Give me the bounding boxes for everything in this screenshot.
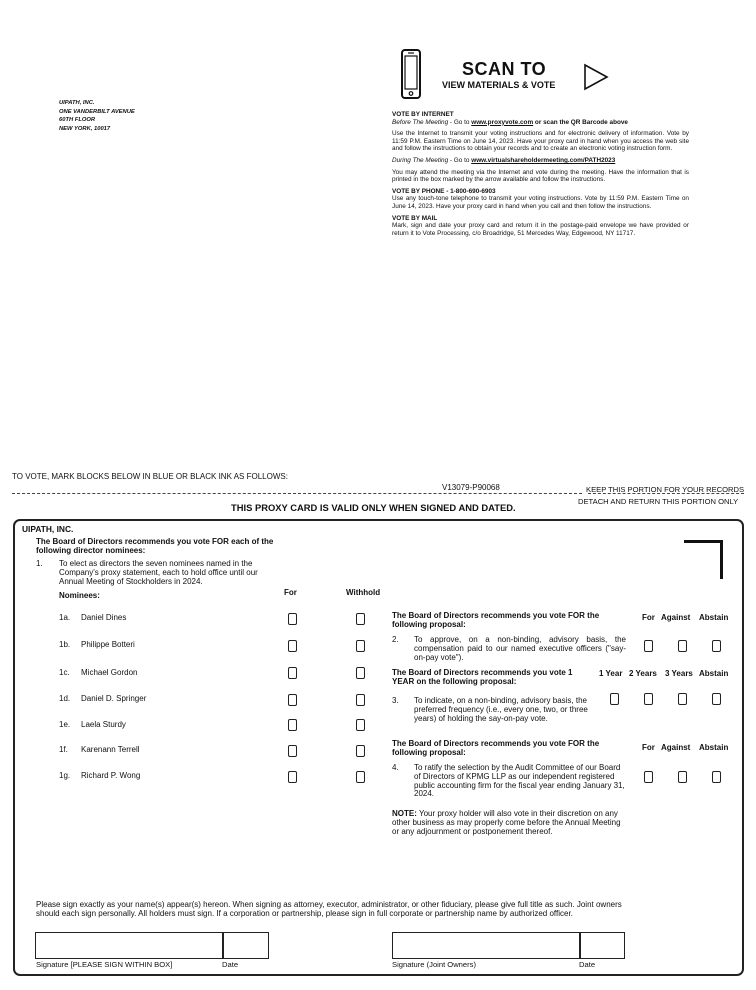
before-post: or scan the QR Barcode above [533, 118, 628, 126]
nominee-name: Karenann Terrell [81, 745, 140, 754]
withhold-checkbox[interactable] [356, 719, 365, 731]
nominee-number: 1b. [59, 640, 71, 649]
board-rec-3: The Board of Directors recommends you vote 1 YEAR on the following proposal: [392, 668, 573, 686]
mail-body: Mark, sign and date your proxy card and return it in the postage-paid envelope we have provided or return it to Vote Processing, c/o Broadridge, 51 Mercedes Way, Edgewood, NY 11717. [392, 222, 689, 237]
abstain-header-3: Abstain [699, 669, 729, 678]
withhold-checkbox[interactable] [356, 667, 365, 679]
detach-line [12, 493, 582, 494]
item3-text: To indicate, on a non-binding, advisory basis, the preferred frequency (i.e., every one, two, or three years) of holding the say-on-pay vote. [414, 696, 588, 723]
abstain-header-4: Abstain [699, 743, 729, 752]
for-checkbox[interactable] [288, 719, 297, 731]
two-years-header: 2 Years [629, 669, 657, 678]
arrow-icon-wrap [583, 63, 609, 96]
joint-date-box[interactable] [579, 932, 625, 959]
mobile-phone-icon [401, 49, 421, 99]
company-address [59, 99, 135, 133]
withhold-checkbox[interactable] [356, 694, 365, 706]
sign-instructions: Please sign exactly as your name(s) appear(s) hereon. When signing as attorney, executor, administrator, or other fiduciary, please give full title as such. Joint owners should each sign personally. All holders must sign. If a corporation or partnership, please sign in full corporate or partnership name by authorized officer. [36, 900, 622, 918]
internet-heading: VOTE BY INTERNET [392, 111, 454, 118]
withhold-checkbox[interactable] [356, 745, 365, 757]
three-years-checkbox[interactable] [678, 693, 687, 705]
three-years-header: 3 Years [665, 669, 693, 678]
nominee-name: Richard P. Wong [81, 771, 141, 780]
for-header-4: For [642, 743, 655, 752]
withhold-column-header: Withhold [346, 588, 381, 597]
item1-text: To elect as directors the seven nominees named in the Company's proxy statement, each to hold office until our Annual Meeting of Stockholders in 2024. [59, 559, 258, 586]
scan-subtitle: VIEW MATERIALS & VOTE [442, 80, 556, 90]
keep-portion-text: KEEP THIS PORTION FOR YOUR RECORDS [586, 485, 745, 494]
item3-number: 3. [392, 696, 399, 705]
voting-instructions [392, 111, 689, 237]
registration-mark [684, 540, 723, 579]
address-line: NEW YORK, 10017 [59, 125, 111, 132]
nominee-number: 1e. [59, 720, 71, 729]
for-checkbox[interactable] [288, 771, 297, 783]
note-body: Your proxy holder will also vote in their discretion on any other business as may properly come before the Annual Meeting or any adjournment or postponement thereof. [392, 809, 621, 836]
item2-number: 2. [392, 635, 399, 644]
note-text [392, 810, 628, 836]
during-body: You may attend the meeting via the Internet and vote during the meeting. Have the information that is printed in the box marked by the arrow available and follow the instructions. [392, 168, 689, 184]
proxyvote-link[interactable]: www.proxyvote.com [471, 118, 534, 126]
nominee-number: 1a. [59, 613, 71, 622]
item4-number: 4. [392, 763, 399, 772]
internet-body: Use the Internet to transmit your voting instructions and for electronic delivery of information. Vote by 11:59 P.M. Eastern Time on June 14, 2023. Have your proxy card in hand when you access the web site and follow the instructions to obtain your records and to create an electronic voting instruction form. [392, 130, 689, 153]
against-checkbox[interactable] [678, 771, 687, 783]
date-label: Date [222, 960, 239, 969]
for-checkbox[interactable] [288, 694, 297, 706]
address-line: 60TH FLOOR [59, 117, 96, 124]
two-years-checkbox[interactable] [644, 693, 653, 705]
against-header-2: Against [661, 613, 691, 622]
withhold-checkbox[interactable] [356, 613, 365, 625]
phone-icon-wrap [401, 49, 421, 99]
control-number: V13079-P90068 [442, 483, 500, 492]
virtual-meeting-link[interactable]: www.virtualshareholdermeeting.com/PATH2023 [471, 156, 616, 164]
board-rec-2: The Board of Directors recommends you vote FOR the following proposal: [392, 611, 600, 629]
against-header-4: Against [661, 743, 691, 752]
during-label: During The Meeting [392, 156, 449, 164]
before-pre: - Go to [448, 118, 472, 126]
for-checkbox[interactable] [288, 667, 297, 679]
play-arrow-icon [583, 63, 609, 91]
phone-heading: VOTE BY PHONE - 1-800-690-6903 [392, 187, 496, 195]
card-company: UIPATH, INC. [22, 524, 74, 534]
detach-return-text: DETACH AND RETURN THIS PORTION ONLY [578, 497, 739, 506]
during-meeting-line [392, 157, 689, 165]
for-checkbox[interactable] [644, 771, 653, 783]
abstain-header-2: Abstain [699, 613, 729, 622]
withhold-checkbox[interactable] [356, 771, 365, 783]
for-checkbox[interactable] [288, 745, 297, 757]
before-label: Before The Meeting [392, 118, 449, 126]
mark-instruction: TO VOTE, MARK BLOCKS BELOW IN BLUE OR BLACK INK AS FOLLOWS: [12, 472, 288, 481]
joint-signature-box[interactable] [392, 932, 581, 959]
note-label: NOTE: [392, 809, 417, 818]
scan-title: SCAN TO [462, 59, 547, 79]
signature-label: Signature [PLEASE SIGN WITHIN BOX] [36, 960, 173, 969]
valid-only-text: THIS PROXY CARD IS VALID ONLY WHEN SIGNED AND DATED. [231, 502, 516, 513]
abstain-checkbox[interactable] [712, 771, 721, 783]
during-pre: - Go to [448, 156, 472, 164]
board-rec-4: The Board of Directors recommends you vote FOR the following proposal: [392, 739, 600, 757]
joint-date-label: Date [579, 960, 596, 969]
withhold-checkbox[interactable] [356, 640, 365, 652]
item4-text: To ratify the selection by the Audit Committee of our Board of Directors of KPMG LLP as our independent registered public accounting firm for the fiscal year ending January 31, 2024. [414, 763, 625, 799]
nominee-name: Daniel Dines [81, 613, 127, 622]
nominee-number: 1c. [59, 668, 70, 677]
address-line: UIPATH, INC. [59, 100, 95, 106]
abstain-checkbox[interactable] [712, 693, 721, 705]
item1-number: 1. [36, 559, 43, 568]
against-checkbox[interactable] [678, 640, 687, 652]
for-checkbox[interactable] [644, 640, 653, 652]
item2-text: To approve, on a non-binding, advisory basis, the compensation paid to our named executive officers ("say-on-pay vote"). [414, 635, 626, 662]
signature-box[interactable] [35, 932, 224, 959]
phone-body: Use any touch-tone telephone to transmit your voting instructions. Vote by 11:59 P.M. Eastern Time on June 14, 2023. Have your proxy card in hand when you call and then follow the instructions. [392, 195, 689, 210]
for-header-2: For [642, 613, 655, 622]
joint-signature-label: Signature (Joint Owners) [392, 960, 476, 969]
nominee-name: Philippe Botteri [81, 640, 135, 649]
abstain-checkbox[interactable] [712, 640, 721, 652]
nominees-label: Nominees: [59, 591, 100, 600]
for-column-header: For [284, 588, 297, 597]
address-line: ONE VANDERBILT AVENUE [59, 108, 135, 115]
for-checkbox[interactable] [288, 640, 297, 652]
nominee-name: Michael Gordon [81, 668, 138, 677]
for-checkbox[interactable] [288, 613, 297, 625]
before-meeting-line [392, 119, 689, 127]
nominee-number: 1g. [59, 771, 71, 780]
one-year-checkbox[interactable] [610, 693, 619, 705]
mail-heading: VOTE BY MAIL [392, 214, 438, 222]
nominee-number: 1d. [59, 694, 71, 703]
one-year-header: 1 Year [599, 669, 623, 678]
nominee-number: 1f. [59, 745, 68, 754]
nominee-name: Daniel D. Springer [81, 694, 147, 703]
date-box[interactable] [222, 932, 269, 959]
board-rec-1: The Board of Directors recommends you vote FOR each of the following director nominees: [36, 537, 274, 555]
nominee-name: Laela Sturdy [81, 720, 126, 729]
